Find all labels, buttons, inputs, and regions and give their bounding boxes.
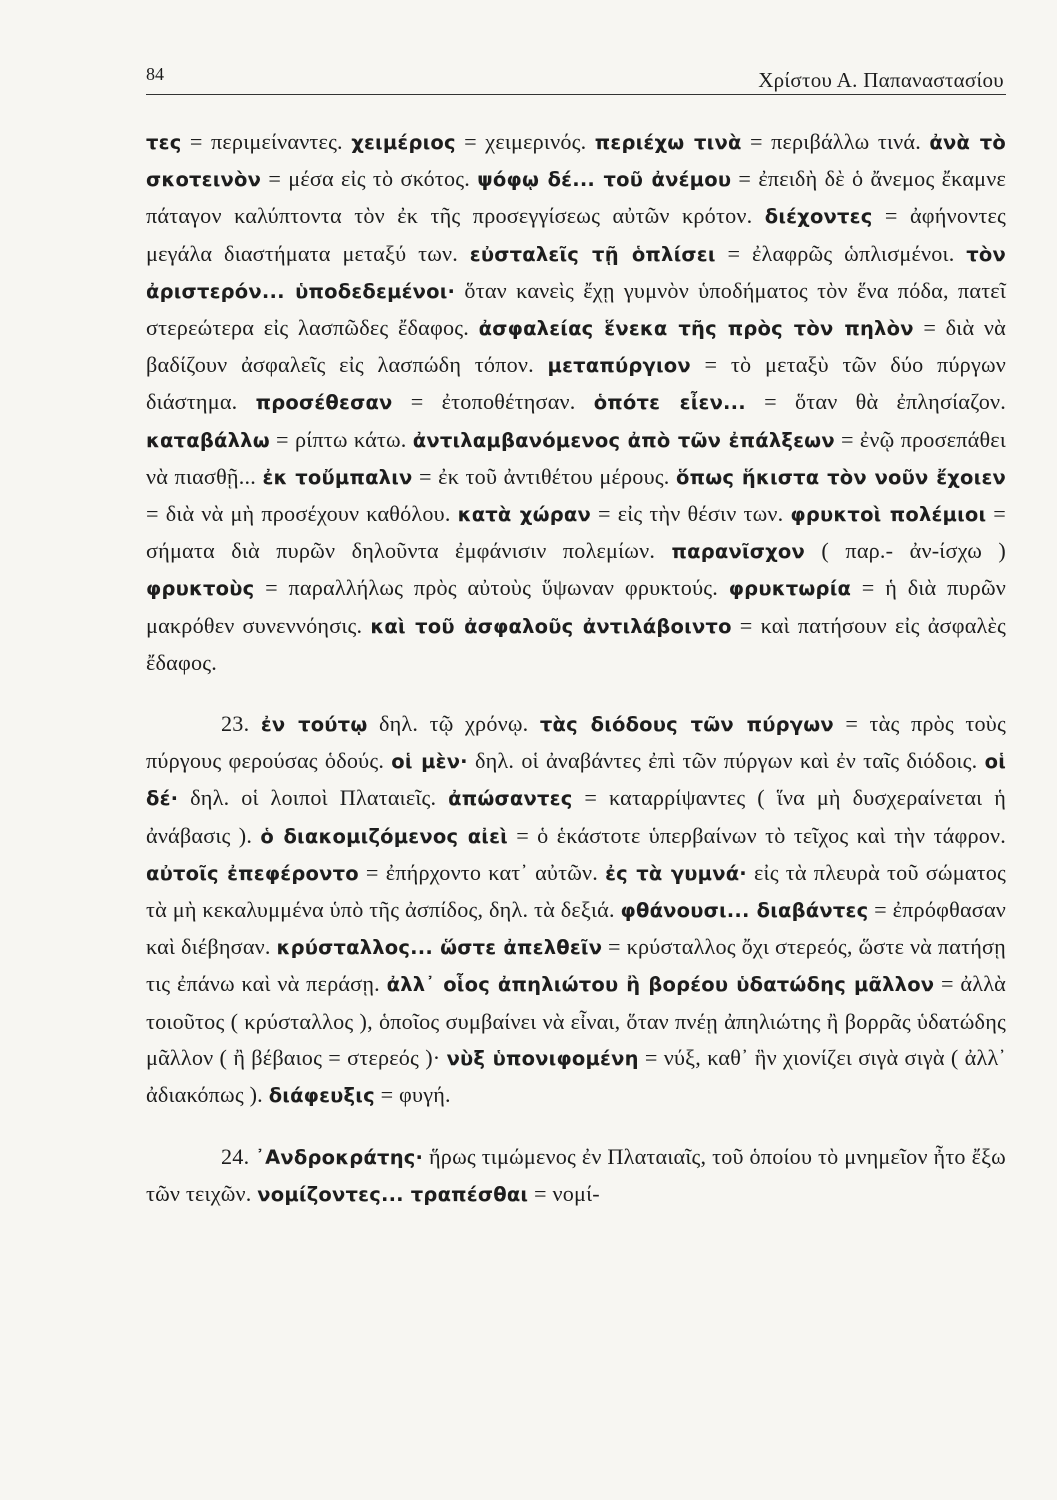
lemma-term: διάφευξις xyxy=(268,1084,375,1108)
lemma-term: ἀσφαλείας ἕνεκα τῆς πρὸς τὸν πηλὸν xyxy=(478,317,914,341)
commentary-body xyxy=(146,124,1006,1214)
running-head: Χρίστου Α. Παπαναστασίου xyxy=(758,68,1004,92)
lemma-term: ὅπως ἥκιστα τὸν νοῦν ἔχοιεν xyxy=(675,465,1006,489)
paragraph-23-commentary xyxy=(146,706,1006,1114)
gloss-text: = παραλλήλως πρὸς αὐτοὺς ὕψωναν φρυκτούς. xyxy=(254,575,729,601)
lemma-term: ᾿Ανδροκράτης· xyxy=(255,1146,424,1170)
gloss-text: 24. xyxy=(221,1144,256,1170)
lemma-term: ὁ διακομιζόμενος αἰεὶ xyxy=(260,824,508,848)
lemma-term: τὰς διόδους τῶν πύργων xyxy=(539,713,834,737)
gloss-text: = ἐλαφρῶς ὡπλισμένοι. xyxy=(715,240,967,266)
gloss-text: = καὶ πατήσουν εἰς ἀσφαλὲς ἔδαφος. xyxy=(146,612,1007,675)
gloss-text: = περιμείναντες. xyxy=(181,129,352,154)
gloss-text: = εἰς τὴν θέσιν των. xyxy=(590,501,791,527)
lemma-term: νομίζοντες... τραπέσθαι xyxy=(257,1183,529,1207)
lemma-term: φρυκτοὶ πολέμιοι xyxy=(790,503,987,527)
gloss-text: ὅταν κανεὶς ἔχῃ γυμνὸν ὑποδήματος τὸν ἕνα πόδα, πατεῖ στερεώτερα εἰς λασπῶδες ἔδαφος. xyxy=(146,277,1006,341)
lemma-term: διέχοντες xyxy=(764,205,873,229)
lemma-term: ἀντιλαμβανόμενος ἀπὸ τῶν ἐπάλξεων xyxy=(412,428,835,452)
gloss-text: δηλ. οἱ ἀναβάντες ἐπὶ τῶν πύργων καὶ ἐν ταῖς διόδοις. xyxy=(467,748,985,774)
lemma-term: ψόφῳ δέ... τοῦ ἀνέμου xyxy=(477,168,732,192)
gloss-text: = ὁ ἑκάστοτε ὑπερβαίνων τὸ τεῖχος καὶ τὴν τάφρον. xyxy=(507,822,1006,848)
gloss-text: = νομί- xyxy=(528,1181,600,1207)
lemma-term: εὐσταλεῖς τῇ ὁπλίσει xyxy=(469,242,716,266)
gloss-text: = διὰ νὰ μὴ προσέχουν καθόλου. xyxy=(146,501,458,527)
lemma-term: ἀνὰ τὸ σκοτεινὸν xyxy=(146,131,1006,192)
lemma-term: προσέθεσαν xyxy=(255,391,393,415)
lemma-term: φρυκτωρία xyxy=(728,577,852,601)
gloss-text: = διὰ νὰ βαδίζουν ἀσφαλεῖς εἰς λασπώδη τόπον. xyxy=(146,315,1006,378)
gloss-text: = κρύσταλλος ὄχι στερεός, ὥστε νὰ πατήσῃ τις ἐπάνω καὶ νὰ περάσῃ. xyxy=(146,934,1006,997)
lemma-term: ὁπότε εἶεν... xyxy=(593,391,746,415)
lemma-term: αὐτοῖς ἐπεφέροντο xyxy=(146,861,359,885)
gloss-text: = καταρρίψαντες ( ἵνα μὴ δυσχεραίνεται ἡ ἀνάβασις ). xyxy=(146,785,1007,848)
lemma-term: φρυκτοὺς xyxy=(146,577,255,601)
lemma-term: ἐς τὰ γυμνά· xyxy=(605,861,747,885)
gloss-text: = ἐνῷ προσεπάθει νὰ πιασθῇ... xyxy=(146,426,1006,489)
gloss-text: = ἐτοποθέτησαν. xyxy=(392,389,594,415)
gloss-text: = νύξ, καθ᾽ ἣν χιονίζει σιγὰ σιγὰ ( ἀλλ᾽ ἀδιακόπως ). xyxy=(146,1044,1006,1108)
page-header xyxy=(146,64,1006,95)
lemma-term: ἐν τούτῳ xyxy=(260,713,368,737)
gloss-text: δηλ. τῷ χρόνῳ. xyxy=(367,711,540,737)
gloss-text: ( παρ.- ἀν-ίσχω ) xyxy=(805,538,1006,564)
gloss-text: = φυγή. xyxy=(374,1082,451,1108)
gloss-text: = χειμερινός. xyxy=(455,129,595,154)
lemma-term: κρύσταλλος... ὥστε ἀπελθεῖν xyxy=(276,936,603,960)
lemma-term: ἀλλ᾽ οἷος ἀπηλιώτου ἢ βορέου ὑδατώδης μᾶλλον xyxy=(386,973,935,997)
lemma-term: μεταπύργιον xyxy=(547,354,691,378)
gloss-text: = σήματα διὰ πυρῶν δηλοῦντα ἐμφάνισιν πολεμίων. xyxy=(146,501,1007,564)
gloss-text: εἰς τὰ πλευρὰ τοῦ σώματος τὰ μὴ κεκαλυμμένα ὑπὸ τῆς ἀσπίδος, δηλ. τὰ δεξιά. xyxy=(146,859,1007,923)
gloss-text: δηλ. οἱ λοιποὶ Πλαταιεῖς. xyxy=(178,785,449,811)
lemma-term: οἱ δέ· xyxy=(146,750,1006,811)
gloss-text: 23. xyxy=(221,711,261,737)
gloss-text: = ὅταν θὰ ἐπλησίαζον. xyxy=(745,389,1006,415)
lemma-term: καὶ τοῦ ἀσφαλοῦς ἀντιλάβοιντο xyxy=(370,614,732,638)
gloss-text: = ἐπειδὴ δὲ ὁ ἄνεμος ἔκαμνε πάταγον καλύπτοντα τὸν ἐκ τῆς προσεγγίσεως αὐτῶν κρότον. xyxy=(146,166,1007,229)
gloss-text: = ρίπτω κάτω. xyxy=(269,426,413,452)
lemma-term: ἐκ τοὔμπαλιν xyxy=(262,465,413,489)
lemma-term: οἱ μὲν· xyxy=(391,750,468,774)
gloss-text: = ἐπρόφθασαν καὶ διέβησαν. xyxy=(146,897,1006,960)
gloss-text: = ἀλλὰ τοιοῦτος ( κρύσταλλος ), ὁποῖος συμβαίνει νὰ εἶναι, ὅταν πνέῃ ἀπηλιώτης ἢ βορρᾶς ὑδατώδης μᾶλλον ( ἢ βέβαιος = στερεός )· xyxy=(146,971,1006,1070)
paragraph-22-commentary xyxy=(146,124,1006,681)
gloss-text: = τὰς πρὸς τοὺς πύργους φερούσας ὁδούς. xyxy=(146,711,1006,774)
lemma-term: νὺξ ὑπονιφομένη xyxy=(446,1046,639,1070)
gloss-text: = ἡ διὰ πυρῶν μακρόθεν συνεννόησις. xyxy=(146,575,1006,638)
gloss-text: = περιβάλλω τινά. xyxy=(741,129,930,154)
lemma-term: χειμέριος xyxy=(351,131,456,154)
lemma-term: τες xyxy=(146,131,182,154)
gloss-text: = ἐπήρχοντο κατ᾽ αὐτῶν. xyxy=(358,859,606,885)
gloss-text: = τὸ μεταξὺ τῶν δύο πύργων διάστημα. xyxy=(146,352,1006,415)
lemma-term: παρανῖσχον xyxy=(671,540,806,564)
lemma-term: κατὰ χώραν xyxy=(457,503,591,527)
page-number: 84 xyxy=(146,64,164,84)
lemma-term: καταβάλλω xyxy=(146,428,270,452)
lemma-term: φθάνουσι... διαβάντες xyxy=(620,899,869,923)
paragraph-24-commentary xyxy=(146,1139,1006,1213)
gloss-text: = ἀφήνοντες μεγάλα διαστήματα μεταξύ των. xyxy=(146,203,1006,266)
lemma-term: ἀπώσαντες xyxy=(448,787,573,811)
gloss-text: = μέσα εἰς τὸ σκότος. xyxy=(261,166,478,192)
lemma-term: περιέχω τινὰ xyxy=(594,131,742,154)
gloss-text: ἥρως τιμώμενος ἐν Πλαταιαῖς, τοῦ ὁποίου τὸ μνημεῖον ἦτο ἔξω τῶν τειχῶν. xyxy=(146,1144,1006,1207)
lemma-term: τὸν ἀριστερόν... ὑποδεδεμένοι· xyxy=(146,242,1006,303)
gloss-text: = ἐκ τοῦ ἀντιθέτου μέρους. xyxy=(412,463,676,489)
